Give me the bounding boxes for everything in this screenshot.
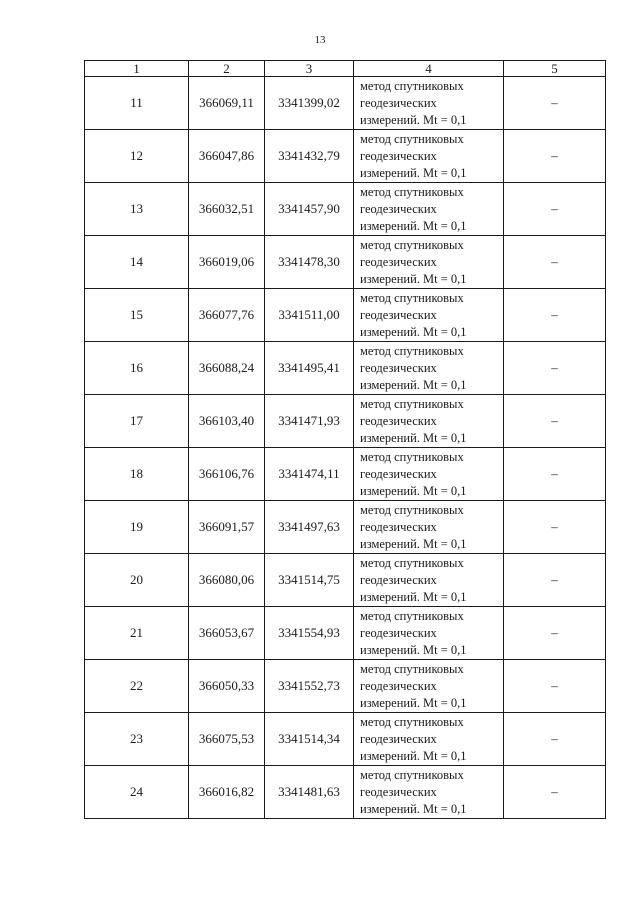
table-row — [85, 342, 606, 395]
coordinates-table — [84, 60, 606, 819]
method-text-line: метод спутниковых — [360, 237, 464, 252]
method-cell — [354, 289, 504, 342]
point-number-cell: 15 — [85, 289, 189, 342]
method-text-line: метод спутниковых — [360, 714, 464, 729]
x-coordinate-cell: 366050,33 — [189, 660, 265, 713]
note-cell: – — [504, 660, 606, 713]
method-text-line: геодезических — [360, 572, 437, 587]
method-text-line: геодезических — [360, 148, 437, 163]
x-coordinate-cell: 366103,40 — [189, 395, 265, 448]
point-number-cell: 24 — [85, 766, 189, 819]
method-text-line: измерений. Mt = 0,1 — [360, 483, 467, 498]
method-text-line: метод спутниковых — [360, 396, 464, 411]
method-text-line: метод спутниковых — [360, 78, 464, 93]
method-cell — [354, 236, 504, 289]
method-text-line: геодезических — [360, 678, 437, 693]
x-coordinate-cell: 366047,86 — [189, 130, 265, 183]
table-row — [85, 130, 606, 183]
method-text-line: измерений. Mt = 0,1 — [360, 801, 467, 816]
point-number-cell: 11 — [85, 77, 189, 130]
method-cell — [354, 130, 504, 183]
point-number-cell: 17 — [85, 395, 189, 448]
method-text-line: измерений. Mt = 0,1 — [360, 218, 467, 233]
table-header-row — [85, 61, 606, 77]
column-header-2: 2 — [189, 61, 265, 77]
method-text-line: измерений. Mt = 0,1 — [360, 112, 467, 127]
method-cell — [354, 395, 504, 448]
y-coordinate-cell: 3341497,63 — [265, 501, 354, 554]
table-row — [85, 607, 606, 660]
method-text-line: геодезических — [360, 201, 437, 216]
note-cell: – — [504, 607, 606, 660]
method-text-line: геодезических — [360, 360, 437, 375]
note-cell: – — [504, 342, 606, 395]
table-row — [85, 660, 606, 713]
method-text-line: измерений. Mt = 0,1 — [360, 377, 467, 392]
method-cell — [354, 766, 504, 819]
y-coordinate-cell: 3341399,02 — [265, 77, 354, 130]
method-text-line: метод спутниковых — [360, 131, 464, 146]
point-number-cell: 13 — [85, 183, 189, 236]
note-cell: – — [504, 236, 606, 289]
method-cell — [354, 448, 504, 501]
note-cell: – — [504, 766, 606, 819]
x-coordinate-cell: 366091,57 — [189, 501, 265, 554]
method-text-line: измерений. Mt = 0,1 — [360, 165, 467, 180]
point-number-cell: 16 — [85, 342, 189, 395]
method-text-line: метод спутниковых — [360, 343, 464, 358]
column-header-1: 1 — [85, 61, 189, 77]
method-text-line: метод спутниковых — [360, 290, 464, 305]
method-text-line: метод спутниковых — [360, 502, 464, 517]
note-cell: – — [504, 289, 606, 342]
y-coordinate-cell: 3341514,75 — [265, 554, 354, 607]
note-cell: – — [504, 448, 606, 501]
method-cell — [354, 607, 504, 660]
table-row — [85, 766, 606, 819]
point-number-cell: 14 — [85, 236, 189, 289]
x-coordinate-cell: 366077,76 — [189, 289, 265, 342]
note-cell: – — [504, 713, 606, 766]
y-coordinate-cell: 3341514,34 — [265, 713, 354, 766]
method-text-line: геодезических — [360, 254, 437, 269]
y-coordinate-cell: 3341495,41 — [265, 342, 354, 395]
table-row — [85, 713, 606, 766]
table-row — [85, 395, 606, 448]
x-coordinate-cell: 366053,67 — [189, 607, 265, 660]
method-text-line: геодезических — [360, 466, 437, 481]
point-number-cell: 21 — [85, 607, 189, 660]
x-coordinate-cell: 366019,06 — [189, 236, 265, 289]
method-text-line: метод спутниковых — [360, 661, 464, 676]
table-row — [85, 236, 606, 289]
method-text-line: геодезических — [360, 95, 437, 110]
y-coordinate-cell: 3341478,30 — [265, 236, 354, 289]
method-cell — [354, 660, 504, 713]
page-number: 13 — [314, 34, 326, 46]
method-text-line: геодезических — [360, 519, 437, 534]
table-row — [85, 448, 606, 501]
note-cell: – — [504, 130, 606, 183]
y-coordinate-cell: 3341511,00 — [265, 289, 354, 342]
note-cell: – — [504, 77, 606, 130]
x-coordinate-cell: 366080,06 — [189, 554, 265, 607]
note-cell: – — [504, 395, 606, 448]
point-number-cell: 19 — [85, 501, 189, 554]
method-text-line: измерений. Mt = 0,1 — [360, 430, 467, 445]
x-coordinate-cell: 366075,53 — [189, 713, 265, 766]
point-number-cell: 23 — [85, 713, 189, 766]
x-coordinate-cell: 366106,76 — [189, 448, 265, 501]
method-text-line: измерений. Mt = 0,1 — [360, 695, 467, 710]
x-coordinate-cell: 366032,51 — [189, 183, 265, 236]
point-number-cell: 18 — [85, 448, 189, 501]
method-text-line: метод спутниковых — [360, 184, 464, 199]
note-cell: – — [504, 554, 606, 607]
y-coordinate-cell: 3341471,93 — [265, 395, 354, 448]
method-text-line: геодезических — [360, 625, 437, 640]
column-header-3: 3 — [265, 61, 354, 77]
method-cell — [354, 554, 504, 607]
point-number-cell: 12 — [85, 130, 189, 183]
method-text-line: геодезических — [360, 413, 437, 428]
y-coordinate-cell: 3341554,93 — [265, 607, 354, 660]
method-text-line: метод спутниковых — [360, 608, 464, 623]
method-text-line: измерений. Mt = 0,1 — [360, 271, 467, 286]
method-text-line: геодезических — [360, 731, 437, 746]
x-coordinate-cell: 366069,11 — [189, 77, 265, 130]
table-body — [85, 77, 606, 819]
column-header-4: 4 — [354, 61, 504, 77]
x-coordinate-cell: 366088,24 — [189, 342, 265, 395]
point-number-cell: 20 — [85, 554, 189, 607]
y-coordinate-cell: 3341432,79 — [265, 130, 354, 183]
note-cell: – — [504, 183, 606, 236]
method-text-line: метод спутниковых — [360, 449, 464, 464]
table-row — [85, 501, 606, 554]
table-row — [85, 77, 606, 130]
method-text-line: измерений. Mt = 0,1 — [360, 589, 467, 604]
table-row — [85, 183, 606, 236]
method-text-line: метод спутниковых — [360, 767, 464, 782]
table-row — [85, 554, 606, 607]
method-text-line: геодезических — [360, 784, 437, 799]
method-text-line: измерений. Mt = 0,1 — [360, 748, 467, 763]
method-cell — [354, 342, 504, 395]
y-coordinate-cell: 3341457,90 — [265, 183, 354, 236]
method-text-line: метод спутниковых — [360, 555, 464, 570]
x-coordinate-cell: 366016,82 — [189, 766, 265, 819]
method-cell — [354, 183, 504, 236]
note-cell: – — [504, 501, 606, 554]
point-number-cell: 22 — [85, 660, 189, 713]
y-coordinate-cell: 3341481,63 — [265, 766, 354, 819]
method-cell — [354, 501, 504, 554]
method-cell — [354, 77, 504, 130]
method-text-line: геодезических — [360, 307, 437, 322]
method-text-line: измерений. Mt = 0,1 — [360, 642, 467, 657]
method-text-line: измерений. Mt = 0,1 — [360, 324, 467, 339]
method-text-line: измерений. Mt = 0,1 — [360, 536, 467, 551]
method-cell — [354, 713, 504, 766]
column-header-5: 5 — [504, 61, 606, 77]
table-row — [85, 289, 606, 342]
y-coordinate-cell: 3341552,73 — [265, 660, 354, 713]
y-coordinate-cell: 3341474,11 — [265, 448, 354, 501]
